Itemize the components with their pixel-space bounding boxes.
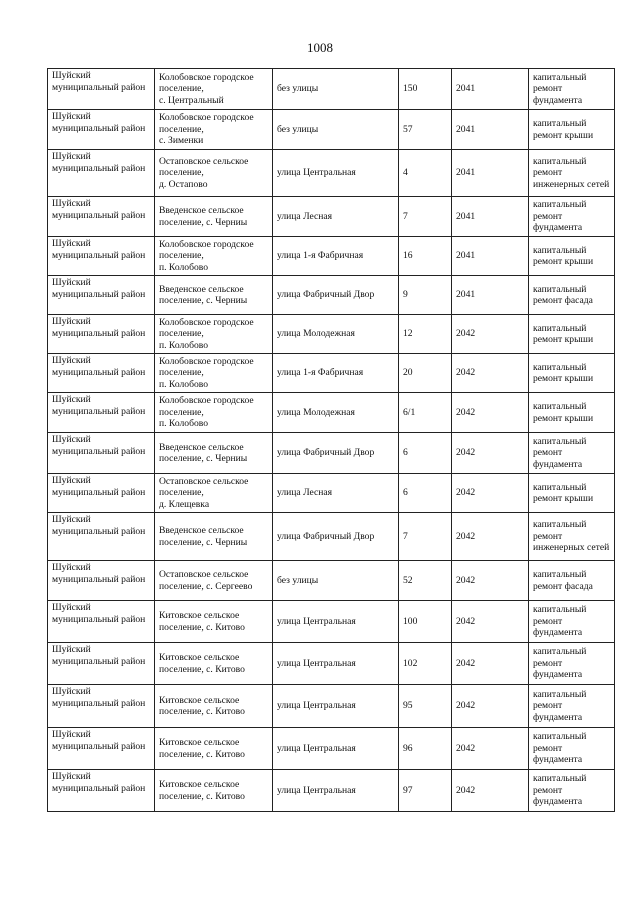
district-cell: Шуйский муниципальный район	[48, 69, 155, 110]
street-cell: улица Молодежная	[273, 393, 399, 433]
settlement-cell: Колобовское городское поселение, п. Колобово	[155, 354, 273, 393]
work-type-cell: капитальный ремонт фундамента	[529, 433, 615, 474]
settlement-cell: Колобовское городское поселение, п. Колобово	[155, 237, 273, 276]
work-type-cell: капитальный ремонт крыши	[529, 110, 615, 150]
district-cell: Шуйский муниципальный район	[48, 354, 155, 393]
table-row	[48, 150, 615, 197]
work-type-cell: капитальный ремонт крыши	[529, 393, 615, 433]
district-cell: Шуйский муниципальный район	[48, 685, 155, 728]
street-cell: улица Центральная	[273, 643, 399, 685]
district-cell: Шуйский муниципальный район	[48, 433, 155, 474]
district-cell: Шуйский муниципальный район	[48, 728, 155, 770]
district-cell: Шуйский муниципальный район	[48, 110, 155, 150]
house-number-cell: 97	[399, 770, 452, 812]
year-cell: 2041	[452, 276, 529, 315]
year-cell: 2041	[452, 237, 529, 276]
work-type-cell: капитальный ремонт крыши	[529, 315, 615, 354]
house-number-cell: 57	[399, 110, 452, 150]
table-row	[48, 276, 615, 315]
year-cell: 2042	[452, 315, 529, 354]
street-cell: улица Лесная	[273, 474, 399, 513]
settlement-cell: Китовское сельское поселение, с. Китово	[155, 728, 273, 770]
house-number-cell: 9	[399, 276, 452, 315]
settlement-cell: Колобовское городское поселение, п. Колобово	[155, 393, 273, 433]
housing-repair-table	[47, 68, 615, 812]
table-row	[48, 69, 615, 110]
district-cell: Шуйский муниципальный район	[48, 474, 155, 513]
table-row	[48, 433, 615, 474]
district-cell: Шуйский муниципальный район	[48, 770, 155, 812]
house-number-cell: 100	[399, 601, 452, 643]
year-cell: 2042	[452, 770, 529, 812]
table-row	[48, 393, 615, 433]
house-number-cell: 7	[399, 197, 452, 237]
house-number-cell: 6	[399, 433, 452, 474]
street-cell: улица Центральная	[273, 601, 399, 643]
year-cell: 2041	[452, 69, 529, 110]
year-cell: 2042	[452, 433, 529, 474]
table-row	[48, 770, 615, 812]
district-cell: Шуйский муниципальный район	[48, 315, 155, 354]
house-number-cell: 96	[399, 728, 452, 770]
street-cell: без улицы	[273, 561, 399, 601]
year-cell: 2042	[452, 513, 529, 561]
table-row	[48, 110, 615, 150]
settlement-cell: Остаповское сельское поселение, д. Остапово	[155, 150, 273, 197]
table-row	[48, 237, 615, 276]
table-row	[48, 197, 615, 237]
house-number-cell: 7	[399, 513, 452, 561]
street-cell: улица Лесная	[273, 197, 399, 237]
table-row	[48, 513, 615, 561]
settlement-cell: Введенское сельское поселение, с. Черниы	[155, 433, 273, 474]
street-cell: улица Центральная	[273, 770, 399, 812]
house-number-cell: 6/1	[399, 393, 452, 433]
street-cell: улица Фабричный Двор	[273, 276, 399, 315]
table-row	[48, 474, 615, 513]
work-type-cell: капитальный ремонт инженерных сетей	[529, 513, 615, 561]
table-row	[48, 601, 615, 643]
house-number-cell: 12	[399, 315, 452, 354]
work-type-cell: капитальный ремонт фундамента	[529, 728, 615, 770]
year-cell: 2042	[452, 393, 529, 433]
house-number-cell: 102	[399, 643, 452, 685]
settlement-cell: Китовское сельское поселение, с. Китово	[155, 770, 273, 812]
settlement-cell: Китовское сельское поселение, с. Китово	[155, 601, 273, 643]
district-cell: Шуйский муниципальный район	[48, 197, 155, 237]
settlement-cell: Китовское сельское поселение, с. Китово	[155, 643, 273, 685]
street-cell: улица 1-я Фабричная	[273, 354, 399, 393]
street-cell: без улицы	[273, 110, 399, 150]
year-cell: 2042	[452, 474, 529, 513]
district-cell: Шуйский муниципальный район	[48, 393, 155, 433]
work-type-cell: капитальный ремонт фундамента	[529, 685, 615, 728]
work-type-cell: капитальный ремонт крыши	[529, 237, 615, 276]
street-cell: улица Молодежная	[273, 315, 399, 354]
year-cell: 2041	[452, 197, 529, 237]
work-type-cell: капитальный ремонт фундамента	[529, 601, 615, 643]
district-cell: Шуйский муниципальный район	[48, 237, 155, 276]
table-row	[48, 315, 615, 354]
year-cell: 2042	[452, 601, 529, 643]
settlement-cell: Введенское сельское поселение, с. Черниы	[155, 197, 273, 237]
house-number-cell: 4	[399, 150, 452, 197]
table-row	[48, 561, 615, 601]
house-number-cell: 95	[399, 685, 452, 728]
table-row	[48, 685, 615, 728]
year-cell: 2041	[452, 150, 529, 197]
work-type-cell: капитальный ремонт инженерных сетей	[529, 150, 615, 197]
house-number-cell: 20	[399, 354, 452, 393]
year-cell: 2042	[452, 561, 529, 601]
work-type-cell: капитальный ремонт фундамента	[529, 69, 615, 110]
street-cell: улица Центральная	[273, 728, 399, 770]
house-number-cell: 150	[399, 69, 452, 110]
house-number-cell: 52	[399, 561, 452, 601]
street-cell: улица Фабричный Двор	[273, 513, 399, 561]
settlement-cell: Введенское сельское поселение, с. Черниы	[155, 276, 273, 315]
district-cell: Шуйский муниципальный район	[48, 643, 155, 685]
work-type-cell: капитальный ремонт крыши	[529, 474, 615, 513]
street-cell: улица Центральная	[273, 150, 399, 197]
district-cell: Шуйский муниципальный район	[48, 601, 155, 643]
district-cell: Шуйский муниципальный район	[48, 561, 155, 601]
settlement-cell: Колобовское городское поселение, с. Зименки	[155, 110, 273, 150]
page-number: 1008	[307, 40, 333, 55]
street-cell: без улицы	[273, 69, 399, 110]
table-row	[48, 643, 615, 685]
year-cell: 2042	[452, 685, 529, 728]
table-row	[48, 728, 615, 770]
work-type-cell: капитальный ремонт фасада	[529, 276, 615, 315]
house-number-cell: 6	[399, 474, 452, 513]
settlement-cell: Колобовское городское поселение, п. Колобово	[155, 315, 273, 354]
table-body	[48, 69, 615, 812]
street-cell: улица 1-я Фабричная	[273, 237, 399, 276]
work-type-cell: капитальный ремонт фундамента	[529, 643, 615, 685]
settlement-cell: Остаповское сельское поселение, д. Клещевка	[155, 474, 273, 513]
year-cell: 2041	[452, 110, 529, 150]
settlement-cell: Введенское сельское поселение, с. Черниы	[155, 513, 273, 561]
street-cell: улица Центральная	[273, 685, 399, 728]
work-type-cell: капитальный ремонт крыши	[529, 354, 615, 393]
work-type-cell: капитальный ремонт фундамента	[529, 770, 615, 812]
table-row	[48, 354, 615, 393]
settlement-cell: Колобовское городское поселение, с. Центральный	[155, 69, 273, 110]
district-cell: Шуйский муниципальный район	[48, 513, 155, 561]
street-cell: улица Фабричный Двор	[273, 433, 399, 474]
settlement-cell: Остаповское сельское поселение, с. Сергеево	[155, 561, 273, 601]
work-type-cell: капитальный ремонт фундамента	[529, 197, 615, 237]
work-type-cell: капитальный ремонт фасада	[529, 561, 615, 601]
district-cell: Шуйский муниципальный район	[48, 276, 155, 315]
district-cell: Шуйский муниципальный район	[48, 150, 155, 197]
house-number-cell: 16	[399, 237, 452, 276]
year-cell: 2042	[452, 643, 529, 685]
year-cell: 2042	[452, 354, 529, 393]
settlement-cell: Китовское сельское поселение, с. Китово	[155, 685, 273, 728]
year-cell: 2042	[452, 728, 529, 770]
